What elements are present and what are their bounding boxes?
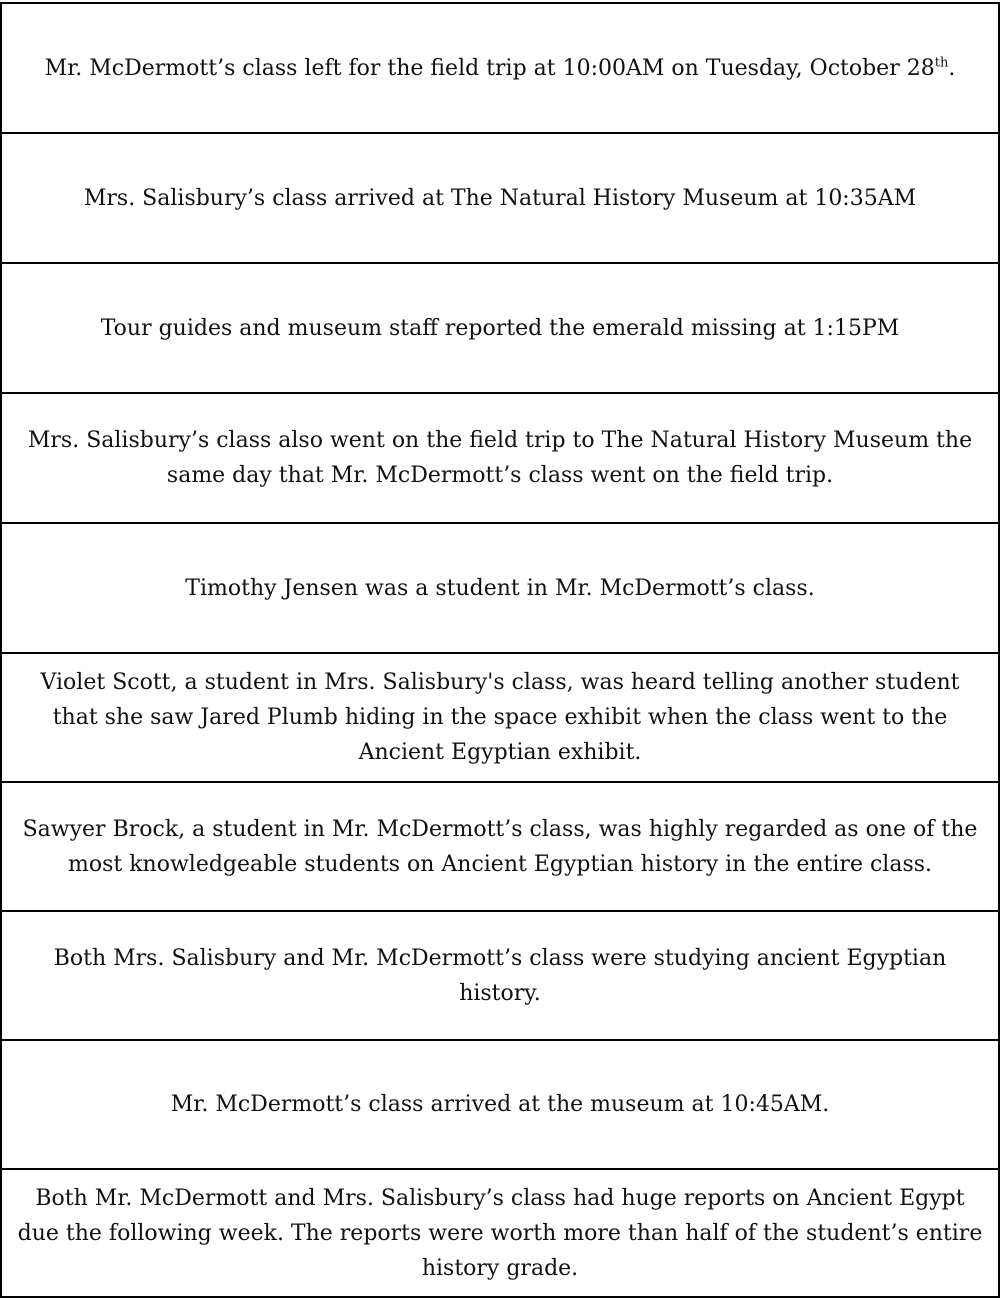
clue-text-9: Mr. McDermott’s class arrived at the museum at 10:45AM. bbox=[170, 1092, 830, 1117]
clue-card-6 bbox=[0, 652, 1000, 781]
clue-text-1: Mr. McDermott’s class left for the field trip at 10:00AM on Tuesday, October 28th. bbox=[44, 55, 956, 81]
ordinal-suffix: th bbox=[934, 55, 949, 71]
clue-text-6: Violet Scott, a student in Mrs. Salisbury's class, was heard telling another student that she saw Jared Plumb hiding in the space exhibit when the class went to the Ancient Egyptian exhibit. bbox=[40, 670, 960, 765]
clue-text-7: Sawyer Brock, a student in Mr. McDermott’s class, was highly regarded as one of the most knowledgeable students on Ancient Egyptian history in the entire class. bbox=[22, 816, 978, 877]
clue-text-10: Both Mr. McDermott and Mrs. Salisbury’s class had huge reports on Ancient Egypt due the following week. The reports were worth more than half of the student’s entire history grade. bbox=[17, 1185, 983, 1281]
clue-card-1 bbox=[0, 2, 1000, 132]
clue-card-9 bbox=[0, 1039, 1000, 1168]
clue-card-10 bbox=[0, 1168, 1000, 1298]
clue-card-3 bbox=[0, 262, 1000, 392]
clue-card-2 bbox=[0, 132, 1000, 262]
clue-text-4: Mrs. Salisbury’s class also went on the field trip to The Natural History Museum the same day that Mr. McDermott’s class went on the field trip. bbox=[27, 428, 973, 488]
clue-card-4 bbox=[0, 392, 1000, 522]
clue-card-7 bbox=[0, 781, 1000, 910]
clue-text-3: Tour guides and museum staff reported the emerald missing at 1:15PM bbox=[100, 315, 900, 341]
clue-text-5: Timothy Jensen was a student in Mr. McDermott’s class. bbox=[185, 575, 815, 601]
clue-card-8 bbox=[0, 910, 1000, 1039]
clue-card-5 bbox=[0, 522, 1000, 652]
clue-text-2: Mrs. Salisbury’s class arrived at The Natural History Museum at 10:35AM bbox=[83, 185, 917, 211]
clue-text-8: Both Mrs. Salisbury and Mr. McDermott’s class were studying ancient Egyptian history. bbox=[53, 945, 947, 1006]
